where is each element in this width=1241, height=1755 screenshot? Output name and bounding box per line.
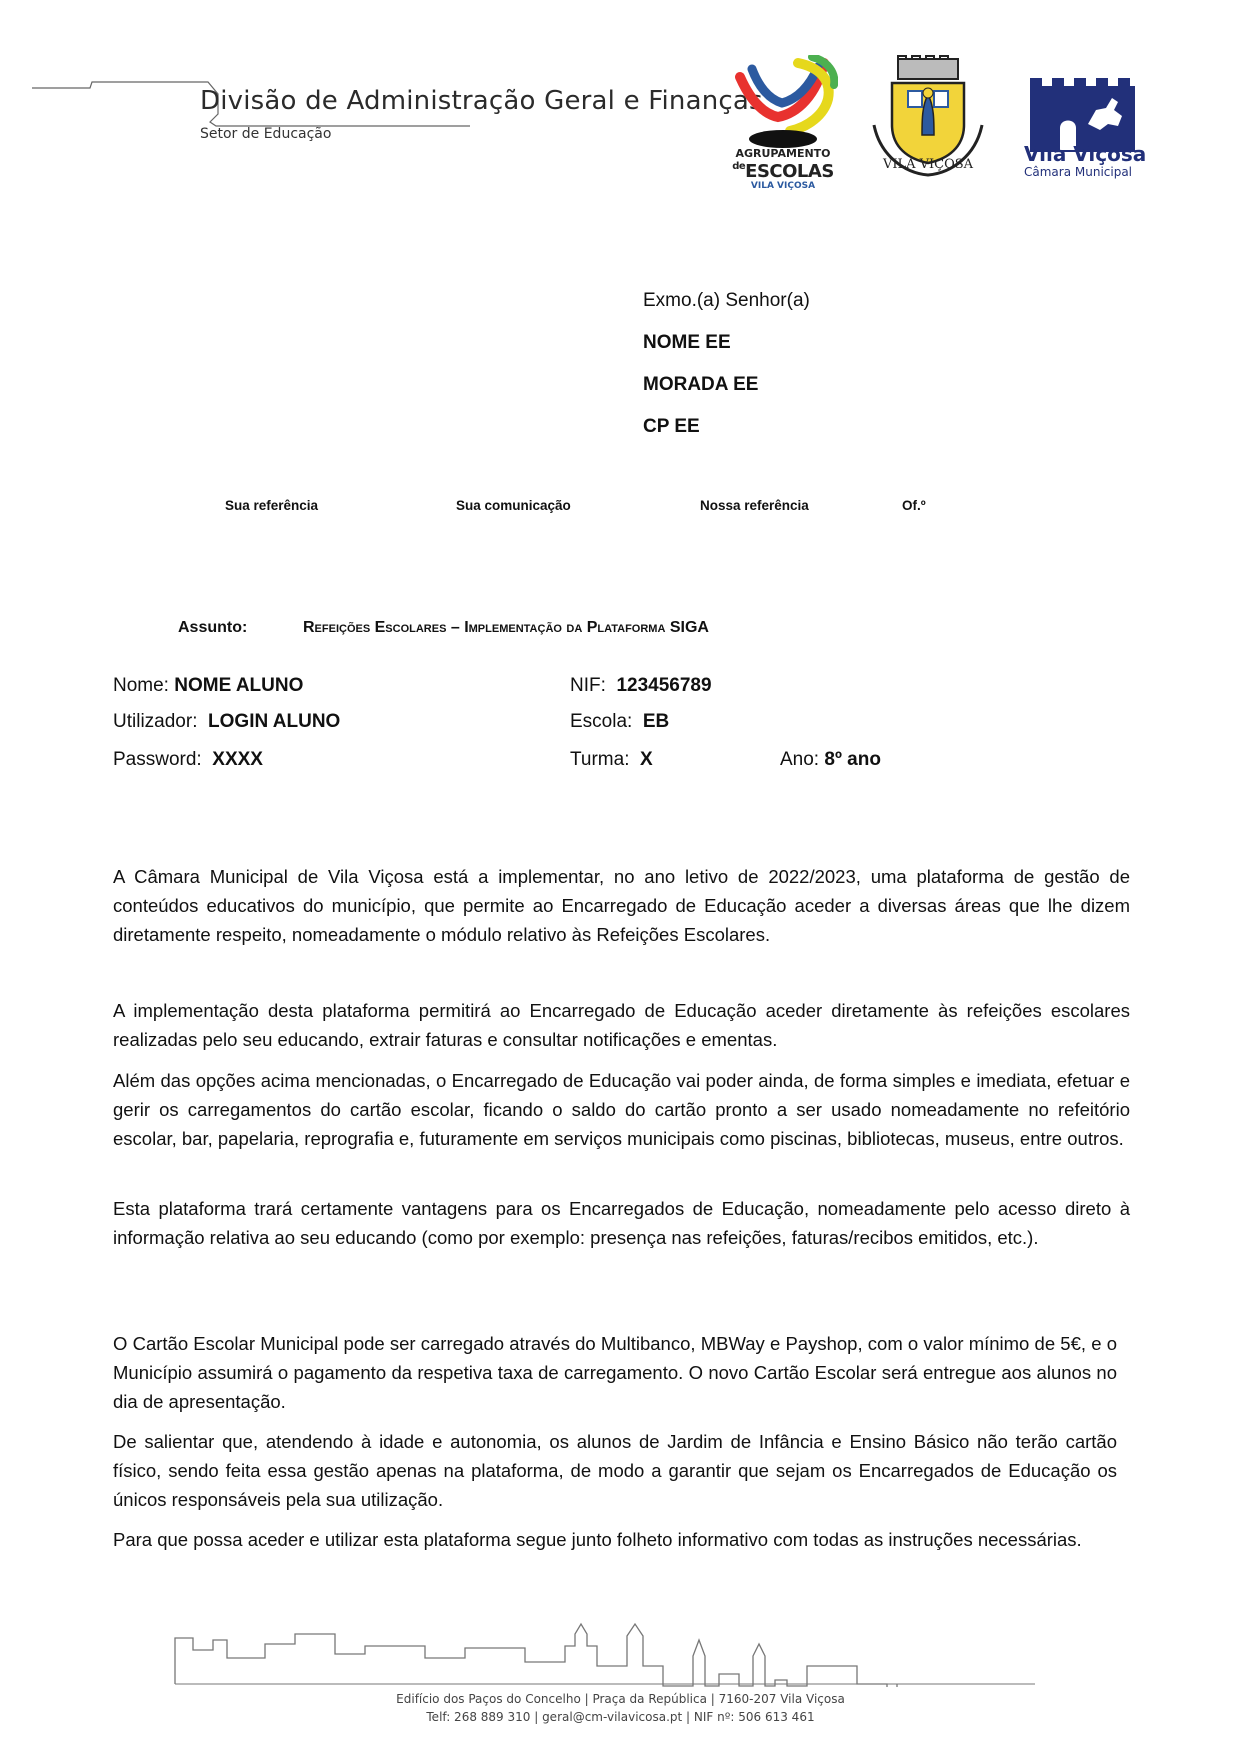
paragraph-4: Esta plataforma trará certamente vantagens para os Encarregados de Educação, nomeadamente pelo acesso direto à informação relativa ao seu educando (como por exemplo: presença nas refeições, faturas/recibos emitidos, etc.). xyxy=(113,1198,1130,1248)
subject-text: Refeições Escolares – Implementação da Plataforma SIGA xyxy=(303,619,709,636)
camara-name: Vila Viçosa xyxy=(1024,142,1147,166)
field-escola: Escola: EB xyxy=(570,711,670,732)
field-utilizador: Utilizador: LOGIN ALUNO xyxy=(113,711,341,732)
agrupamento-text-2: $^{de}$ESCOLAS xyxy=(732,161,834,182)
camara-subtitle: Câmara Municipal xyxy=(1024,165,1133,179)
municipal-crest xyxy=(868,55,988,180)
field-password: Password: XXXX xyxy=(113,749,263,770)
subject-label: Assunto: xyxy=(178,619,248,636)
ref-sua-comunicacao: Sua comunicação xyxy=(456,498,571,513)
addressee-postal: CP EE xyxy=(643,416,700,437)
agrupamento-text-1: AGRUPAMENTO xyxy=(735,147,831,160)
footer-contacts: Telf: 268 889 310 | geral@cm-vilavicosa.pt | NIF nº: 506 613 461 xyxy=(426,1710,815,1724)
ref-nossa-referencia: Nossa referência xyxy=(700,498,809,513)
paragraph-5: O Cartão Escolar Municipal pode ser carregado através do Multibanco, MBWay e Payshop, com o valor mínimo de 5€, e o Município assumirá o pagamento da respetiva taxa de carregamento. O novo Cartão Escolar será entregue aos alunos no dia de apresentação. xyxy=(113,1333,1117,1412)
agrupamento-text-3: VILA VIÇOSA xyxy=(750,181,816,191)
field-nif: NIF: 123456789 xyxy=(570,675,712,696)
field-ano: Ano: 8º ano xyxy=(780,749,881,770)
ref-sua-referencia: Sua referência xyxy=(225,498,319,513)
field-turma: Turma: X xyxy=(570,749,653,770)
addressee-name: NOME EE xyxy=(643,332,731,353)
paragraph-2: A implementação desta plataforma permitirá ao Encarregado de Educação aceder diretamente às refeições escolares realizadas pelo seu educando, extrair faturas e consultar notificações e ementas. xyxy=(113,1000,1130,1050)
crest-label: VILA VIÇOSA xyxy=(882,157,974,172)
paragraph-3: Além das opções acima mencionadas, o Encarregado de Educação vai poder ainda, de forma simples e imediata, efetuar e gerir os carregamentos do cartão escolar, ficando o saldo do cartão pronto a ser usado nomeadamente no refeitório escolar, bar, papelaria, reprografia e, futuramente em serviços municipais como piscinas, bibliotecas, museus, entre outros. xyxy=(113,1070,1130,1149)
paragraph-7: Para que possa aceder e utilizar esta plataforma segue junto folheto informativo com todas as instruções necessárias. xyxy=(113,1529,1082,1550)
paragraph-1: A Câmara Municipal de Vila Viçosa está a implementar, no ano letivo de 2022/2023, uma plataforma de gestão de conteúdos educativos do município, que permite ao Encarregado de Educação aceder a diversas áreas que lhe dizem diretamente respeito, nomeadamente o módulo relativo às Refeições Escolares. xyxy=(113,866,1130,945)
division-title: Divisão de Administração Geral e Finanças xyxy=(200,86,763,116)
footer-address: Edifício dos Paços do Concelho | Praça da República | 7160-207 Vila Viçosa xyxy=(396,1692,845,1706)
addressee-address: MORADA EE xyxy=(643,374,759,395)
paragraph-6: De salientar que, atendendo à idade e autonomia, os alunos de Jardim de Infância e Ensino Básico não terão cartão físico, sendo feita essa gestão apenas na plataforma, de modo a garantir que sejam os Encarregados de Educação os únicos responsáveis pela sua utilização. xyxy=(113,1431,1117,1510)
salutation: Exmo.(a) Senhor(a) xyxy=(643,290,810,311)
ref-oficio: Of.º xyxy=(902,498,926,513)
field-nome: Nome: NOME ALUNO xyxy=(113,675,304,696)
sector-title: Setor de Educação xyxy=(200,126,332,142)
footer-skyline xyxy=(170,1612,1040,1687)
